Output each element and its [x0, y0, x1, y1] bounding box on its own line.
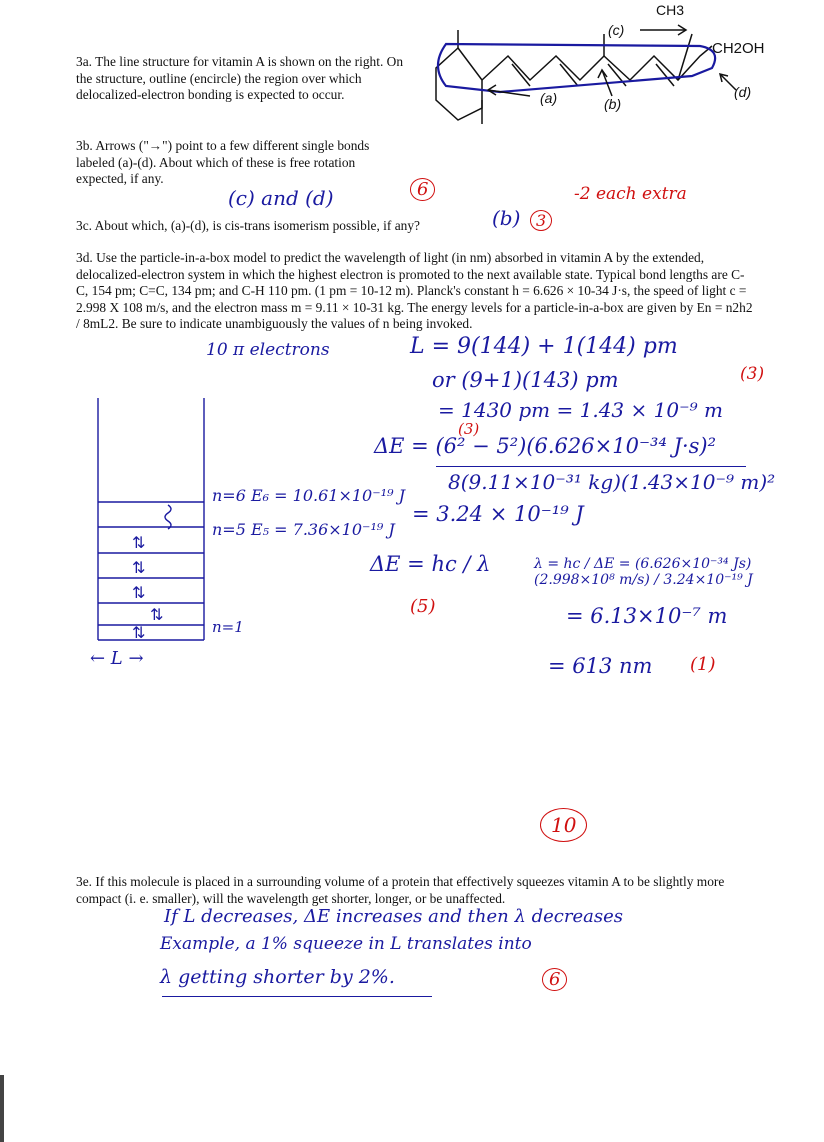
grade-3d-total: 10 — [540, 808, 587, 842]
ch3-label: CH3 — [656, 2, 685, 18]
question-3a: 3a. The line structure for vitamin A is shown on the right. On the structure, outline (encircle) the region over which delocalized-electron bonding is expected to occur. — [76, 54, 404, 102]
grade-energy: (3) — [458, 420, 480, 438]
length-calc-2: or (9+1)(143) pm — [432, 368, 619, 392]
grade-3c: 3 — [530, 210, 552, 231]
svg-text:⇅: ⇅ — [132, 623, 146, 642]
label-a: (a) — [540, 90, 558, 106]
answer-underline — [162, 996, 432, 997]
question-3c: 3c. About which, (a)-(d), is cis-trans isomerism possible, if any? — [76, 218, 420, 233]
answer-3e-line1: If L decreases, ΔE increases and then λ decreases — [164, 906, 623, 927]
length-calc-3: = 1430 pm = 1.43 × 10⁻⁹ m — [438, 398, 723, 422]
energy-calc-2: 8(9.11×10⁻³¹ kg)(1.43×10⁻⁹ m)² — [448, 470, 776, 494]
question-3d: 3d. Use the particle-in-a-box model to predict the wavelength of light (in nm) absorbed in vitamin A by the extended, delocalized-electron system in which the highest electron is promoted to the next available state. Typical bond lengths are C-C, 154 pm; C=C, 134 pm; and C-H 110 pm. (1 pm = 10-12 m). Planck's constant h = 6.626 × 10-34 J·s, the speed of light c = 2.998 X 108 m/s, and the electron mass m = 9.11 × 10-31 kg. The energy levels for a particle-in-a-box are given by En = n2h2 / 8mL2. Be sure to indicate unambiguously the values of n being invoked. — [76, 250, 753, 331]
grade-3b: 6 — [410, 178, 435, 201]
energy-calc-3: = 3.24 × 10⁻¹⁹ J — [412, 502, 584, 526]
box-length-label: ← L → — [90, 648, 144, 669]
energy-calc-1: ΔE = (6² − 5²)(6.626×10⁻³⁴ J·s)² — [374, 434, 717, 458]
ch2oh-label: CH2OH — [712, 40, 765, 57]
answer-3c: (b) — [492, 206, 521, 230]
question-3b: 3b. Arrows ("→") point to a few different single bonds labeled (a)-(d). About which of these is free rotation expected, if any. — [76, 138, 370, 186]
grade-3e: 6 — [542, 968, 567, 991]
grade-energy-hc: (5) — [410, 596, 436, 617]
wavelength-calc-2: = 6.13×10⁻⁷ m — [566, 604, 728, 628]
level-n1: n=1 — [212, 618, 244, 636]
penalty-note: -2 each extra — [574, 184, 687, 204]
length-calc-1: L = 9(144) + 1(144) pm — [410, 334, 678, 359]
wavelength-calc-3: = 613 nm — [548, 654, 653, 678]
label-c: (c) — [608, 22, 625, 38]
label-d: (d) — [734, 84, 752, 100]
level-n5: n=5 E₅ = 7.36×10⁻¹⁹ J — [212, 520, 395, 539]
level-n6: n=6 E₆ = 10.61×10⁻¹⁹ J — [212, 486, 405, 505]
answer-3e-line2: Example, a 1% squeeze in L translates into — [160, 934, 532, 954]
grade-length: (3) — [740, 364, 765, 384]
answer-3b: (c) and (d) — [228, 186, 334, 210]
fraction-bar — [436, 466, 746, 467]
electron-count: 10 π electrons — [206, 340, 330, 360]
wavelength-calc-1: λ = hc / ΔE = (6.626×10⁻³⁴ Js)(2.998×10⁸ m/s) / 3.24×10⁻¹⁹ J — [534, 556, 753, 588]
svg-text:⇅: ⇅ — [150, 605, 164, 624]
svg-text:⇅: ⇅ — [132, 533, 146, 552]
answer-3e-line3: λ getting shorter by 2%. — [160, 966, 395, 988]
energy-hc: ΔE = hc / λ — [370, 552, 491, 576]
svg-text:⇅: ⇅ — [132, 558, 146, 577]
margin-bar — [0, 1075, 4, 1142]
svg-text:⇅: ⇅ — [132, 583, 146, 602]
label-b: (b) — [604, 96, 622, 112]
question-3e: 3e. If this molecule is placed in a surrounding volume of a protein that effectively squeezes vitamin A to be slightly more compact (i. e. smaller), will the wavelength get shorter, longer, or be unaffected. — [76, 874, 725, 906]
grade-wavelength: (1) — [690, 654, 716, 675]
